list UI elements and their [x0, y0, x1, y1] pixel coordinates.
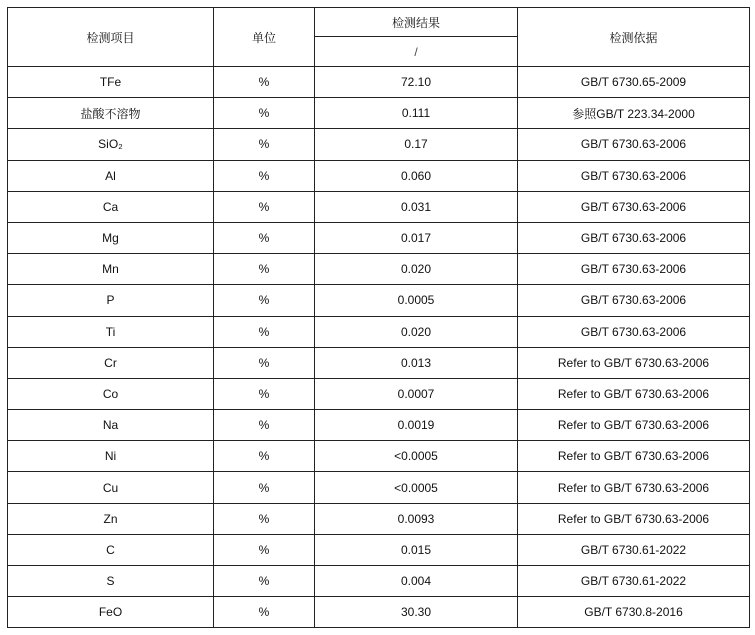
table-row — [8, 316, 750, 347]
cell-basis: Refer to GB/T 6730.63-2006 — [518, 410, 750, 441]
table-row — [8, 503, 750, 534]
cell-result: 0.020 — [315, 254, 518, 285]
cell-test-item: Ni — [8, 441, 214, 472]
cell-basis: Refer to GB/T 6730.63-2006 — [518, 347, 750, 378]
cell-test-item: C — [8, 534, 214, 565]
cell-basis: Refer to GB/T 6730.63-2006 — [518, 378, 750, 409]
cell-unit: % — [214, 191, 315, 222]
cell-result: 0.0005 — [315, 285, 518, 316]
table-row — [8, 222, 750, 253]
table-row — [8, 67, 750, 98]
cell-result: 0.017 — [315, 222, 518, 253]
cell-unit: % — [214, 566, 315, 597]
cell-basis: GB/T 6730.63-2006 — [518, 254, 750, 285]
cell-unit: % — [214, 98, 315, 129]
cell-test-item: 盐酸不溶物 — [8, 98, 214, 129]
cell-test-item: Zn — [8, 503, 214, 534]
table-row — [8, 441, 750, 472]
cell-test-item: Co — [8, 378, 214, 409]
cell-unit: % — [214, 534, 315, 565]
cell-basis: Refer to GB/T 6730.63-2006 — [518, 503, 750, 534]
cell-result: 0.004 — [315, 566, 518, 597]
cell-result: <0.0005 — [315, 472, 518, 503]
cell-test-item: Al — [8, 160, 214, 191]
cell-result: 0.111 — [315, 98, 518, 129]
table-row — [8, 566, 750, 597]
cell-unit: % — [214, 347, 315, 378]
table-body — [8, 67, 750, 628]
table-row — [8, 191, 750, 222]
table-row — [8, 534, 750, 565]
cell-test-item: FeO — [8, 597, 214, 628]
table-row — [8, 378, 750, 409]
cell-result: 0.0093 — [315, 503, 518, 534]
cell-unit: % — [214, 410, 315, 441]
cell-unit: % — [214, 503, 315, 534]
table-row — [8, 98, 750, 129]
cell-basis: 参照GB/T 223.34-2000 — [518, 98, 750, 129]
table-header — [8, 8, 750, 67]
cell-test-item: Ca — [8, 191, 214, 222]
cell-unit: % — [214, 316, 315, 347]
header-test-result: 检测结果 — [315, 8, 518, 37]
cell-basis: GB/T 6730.65-2009 — [518, 67, 750, 98]
cell-unit: % — [214, 472, 315, 503]
table-row — [8, 160, 750, 191]
cell-basis: GB/T 6730.63-2006 — [518, 316, 750, 347]
cell-test-item: Na — [8, 410, 214, 441]
cell-unit: % — [214, 129, 315, 160]
cell-test-item: S — [8, 566, 214, 597]
cell-test-item: Mn — [8, 254, 214, 285]
cell-unit: % — [214, 378, 315, 409]
table-row — [8, 285, 750, 316]
test-results-table — [7, 7, 750, 628]
cell-basis: GB/T 6730.63-2006 — [518, 160, 750, 191]
cell-basis: Refer to GB/T 6730.63-2006 — [518, 472, 750, 503]
cell-unit: % — [214, 441, 315, 472]
cell-result: 0.015 — [315, 534, 518, 565]
cell-result: 0.0007 — [315, 378, 518, 409]
cell-result: 30.30 — [315, 597, 518, 628]
cell-result: 0.020 — [315, 316, 518, 347]
cell-test-item: TFe — [8, 67, 214, 98]
cell-test-item: SiO₂ — [8, 129, 214, 160]
cell-result: 72.10 — [315, 67, 518, 98]
cell-basis: GB/T 6730.61-2022 — [518, 566, 750, 597]
cell-result: 0.031 — [315, 191, 518, 222]
cell-unit: % — [214, 222, 315, 253]
table-row — [8, 597, 750, 628]
cell-basis: GB/T 6730.63-2006 — [518, 222, 750, 253]
cell-result: 0.0019 — [315, 410, 518, 441]
cell-test-item: P — [8, 285, 214, 316]
cell-unit: % — [214, 67, 315, 98]
table-row — [8, 472, 750, 503]
cell-unit: % — [214, 285, 315, 316]
table-row — [8, 347, 750, 378]
cell-result: <0.0005 — [315, 441, 518, 472]
cell-basis: Refer to GB/T 6730.63-2006 — [518, 441, 750, 472]
cell-test-item: Cu — [8, 472, 214, 503]
cell-basis: GB/T 6730.63-2006 — [518, 191, 750, 222]
header-result-sub: / — [315, 37, 518, 67]
cell-test-item: Cr — [8, 347, 214, 378]
cell-unit: % — [214, 254, 315, 285]
cell-basis: GB/T 6730.63-2006 — [518, 129, 750, 160]
cell-result: 0.17 — [315, 129, 518, 160]
cell-basis: GB/T 6730.8-2016 — [518, 597, 750, 628]
cell-unit: % — [214, 597, 315, 628]
cell-basis: GB/T 6730.61-2022 — [518, 534, 750, 565]
table-row — [8, 410, 750, 441]
table-row — [8, 129, 750, 160]
header-test-item: 检测项目 — [8, 8, 214, 67]
cell-test-item: Mg — [8, 222, 214, 253]
cell-basis: GB/T 6730.63-2006 — [518, 285, 750, 316]
header-test-basis: 检测依据 — [518, 8, 750, 67]
cell-test-item: Ti — [8, 316, 214, 347]
header-unit: 单位 — [214, 8, 315, 67]
cell-result: 0.013 — [315, 347, 518, 378]
table-row — [8, 254, 750, 285]
cell-result: 0.060 — [315, 160, 518, 191]
cell-unit: % — [214, 160, 315, 191]
